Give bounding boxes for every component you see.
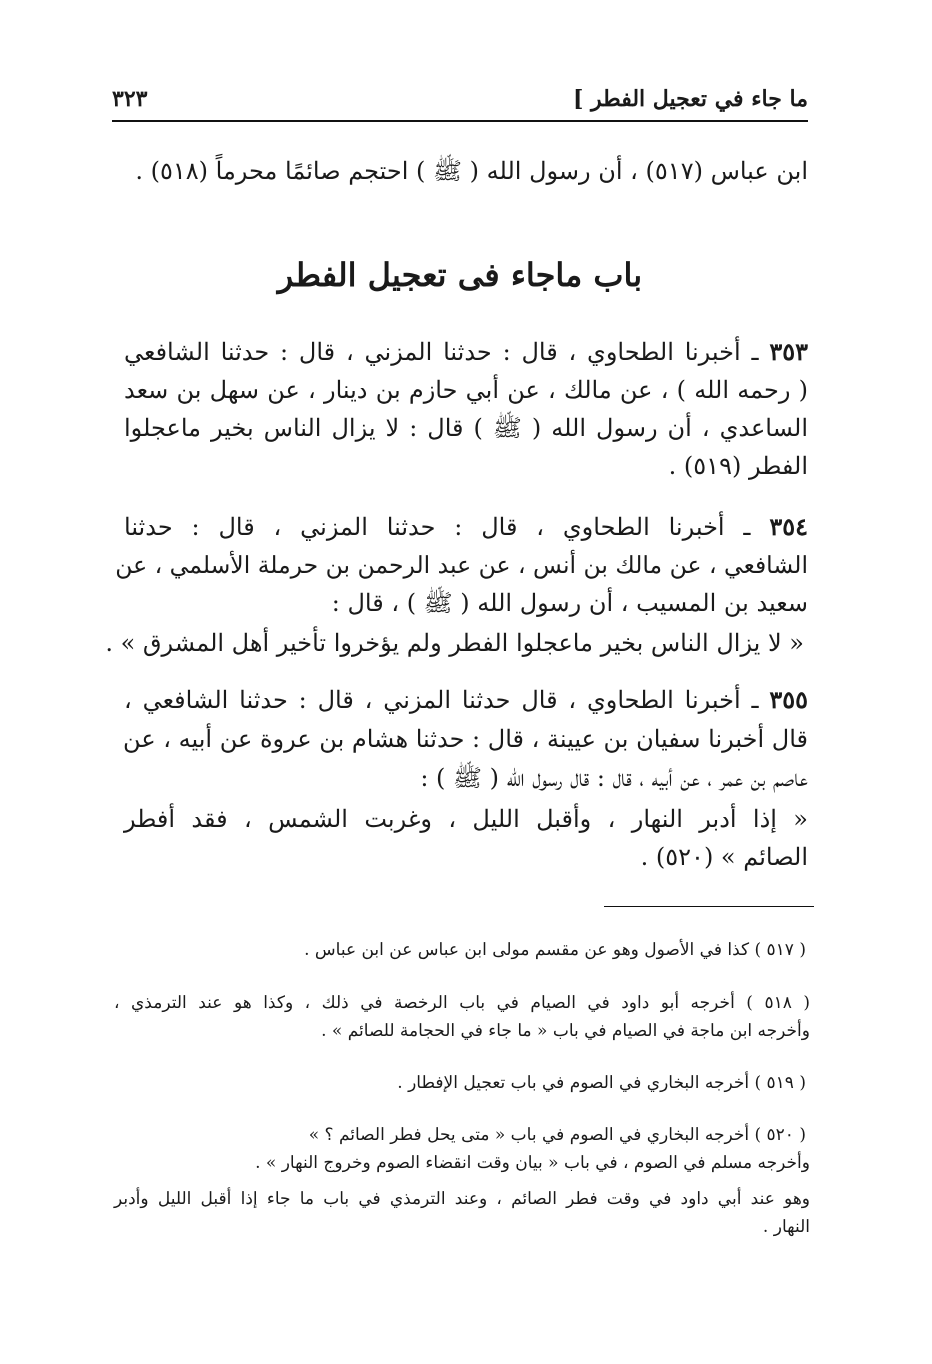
hadith-355-number: ٣٥٥	[769, 685, 808, 714]
hadith-353-text-1: ـ أخبرنا الطحاوي ، قال : حدثنا المزني ، قال : حدثنا الشافعي	[124, 338, 759, 366]
footnote-518-line-1: ( ٥١٨ ) أخرجه أبو داود في الصيام في باب الرخصة في ذلك ، وكذا هو عند الترمذي ،	[114, 993, 810, 1013]
hadith-353-line-2: ( رحمه الله ) ، عن مالك ، عن أبي حازم بن دينار ، عن سهل بن سعد	[124, 376, 808, 404]
footnote-520-line-4: النهار .	[762, 1217, 810, 1237]
hadith-354-text-1: ـ أخبرنا الطحاوي ، قال : حدثنا المزني ، قال : حدثنا	[124, 513, 751, 541]
chapter-title: باب ماجاء فى تعجيل الفطر	[277, 256, 643, 294]
hadith-354-number: ٣٥٤	[769, 512, 808, 541]
hadith-355-line-2: قال أخبرنا سفيان بن عيينة ، قال : حدثنا هشام بن عروة عن أبيه ، عن	[123, 725, 808, 753]
footnote-520-line-1: ( ٥٢٠ ) أخرجه البخاري في الصوم في باب « متى يحل فطر الصائم ؟ »	[308, 1125, 806, 1145]
footnote-separator	[604, 906, 814, 907]
hadith-354-line-4: « لا يزال الناس بخير ماعجلوا الفطر ولم يؤخروا تأخير أهل المشرق » .	[105, 629, 804, 657]
footnote-520-line-2: وأخرجه مسلم في الصوم ، في باب « بيان وقت انقضاء الصوم وخروج النهار » .	[255, 1153, 810, 1173]
footnote-517: ( ٥١٧ ) كذا في الأصول وهو عن مقسم مولى ابن عباس عن ابن عباس .	[304, 940, 806, 960]
footnote-519: ( ٥١٩ ) أخرجه البخاري في الصوم في باب تعجيل الإفطار .	[397, 1073, 806, 1093]
hadith-354-line-2: الشافعي ، عن مالك بن أنس ، عن عبد الرحمن بن حرملة الأسلمي ، عن	[115, 551, 808, 579]
footnote-520-line-3: وهو عند أبي داود في وقت فطر الصائم ، وعند الترمذي في باب ما جاء إذا أقبل الليل وأدبر	[114, 1189, 810, 1209]
hadith-355-line-3: عاصم بن عمر ، عن أبيه ، قال : قال رسول الله ( ﷺ ) :	[420, 764, 808, 792]
running-header	[112, 82, 808, 122]
hadith-355-line-1	[124, 681, 808, 719]
hadith-354-line-1	[124, 508, 808, 546]
running-header-title: ما جاء في تعجيل الفطر ]	[572, 86, 808, 112]
page-number: ٣٢٣	[112, 86, 148, 112]
intro-line: ابن عباس (٥١٧) ، أن رسول الله ( ﷺ ) احتجم صائمًا محرماً (٥١٨) .	[135, 157, 808, 185]
hadith-353-line-4: الفطر (٥١٩) .	[668, 452, 808, 480]
hadith-353-line-1	[124, 333, 808, 371]
hadith-353-line-3: الساعدي ، أن رسول الله ( ﷺ ) قال : لا يزال الناس بخير ماعجلوا	[124, 414, 808, 442]
hadith-355-line-5: الصائم » (٥٢٠) .	[640, 843, 808, 871]
hadith-355-line-4: « إذا أدبر النهار ، وأقبل الليل ، وغربت الشمس ، فقد أفطر	[124, 805, 808, 833]
hadith-355-text-1: ـ أخبرنا الطحاوي ، قال حدثنا المزني ، قال : حدثنا الشافعي ،	[124, 686, 759, 714]
hadith-353-number: ٣٥٣	[769, 337, 808, 366]
footnote-518-line-2: وأخرجه ابن ماجة في الصيام في باب « ما جاء في الحجامة للصائم » .	[321, 1021, 810, 1041]
hadith-354-line-3: سعيد بن المسيب ، أن رسول الله ( ﷺ ) ، قال :	[331, 589, 808, 617]
